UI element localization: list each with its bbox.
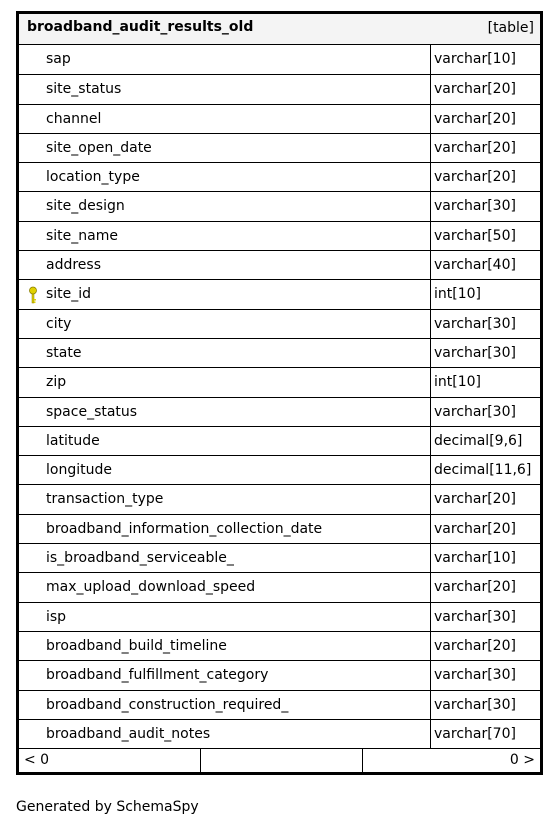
table-type-label: [table] [487,20,534,36]
column-name-cell [19,544,431,572]
column-type-cell [431,310,540,338]
column-type-cell [431,691,540,719]
column-row [19,572,540,601]
column-type-cell [431,339,540,367]
column-type: varchar[30] [434,403,516,420]
column-type-cell [431,222,540,250]
column-name: address [46,257,102,274]
column-type: varchar[20] [434,491,516,508]
column-type: varchar[30] [434,667,516,684]
column-type-cell [431,485,540,513]
column-type: varchar[20] [434,110,516,127]
column-name: zip [46,374,67,391]
column-name: channel [46,110,102,127]
column-type-cell [431,45,540,74]
column-type-cell [431,573,540,601]
column-type-cell [431,75,540,103]
column-row [19,543,540,572]
column-row [19,602,540,631]
column-type: varchar[30] [434,315,516,332]
column-type-cell [431,192,540,220]
column-type: varchar[70] [434,725,516,742]
column-type-cell [431,251,540,279]
column-type: varchar[30] [434,344,516,361]
column-row [19,631,540,660]
column-type: varchar[30] [434,608,516,625]
column-name-cell [19,456,431,484]
column-type-cell [431,544,540,572]
table-name: broadband_audit_results_old [27,19,254,35]
column-name: site_name [46,227,118,244]
column-name: space_status [46,403,138,420]
parents-count-cell [19,749,201,772]
column-name: isp [46,608,67,625]
column-type: varchar[20] [434,579,516,596]
column-row [19,74,540,103]
children-count-cell [363,749,540,772]
column-name: broadband_construction_required_ [46,696,289,713]
column-name-cell [19,134,431,162]
column-row [19,367,540,396]
column-name-cell [19,485,431,513]
column-name: is_broadband_serviceable_ [46,550,234,567]
column-name: site_design [46,198,125,215]
column-name-cell [19,222,431,250]
column-name: state [46,344,82,361]
column-name: city [46,315,72,332]
table-node [16,11,543,775]
column-name: max_upload_download_speed [46,579,256,596]
column-name: broadband_information_collection_date [46,520,323,537]
column-row [19,133,540,162]
column-row [19,455,540,484]
column-type: varchar[10] [434,51,516,67]
column-type: varchar[20] [434,139,516,156]
column-name-cell [19,192,431,220]
column-row [19,660,540,689]
column-row [19,309,540,338]
column-type: int[10] [434,374,481,391]
column-name-cell [19,398,431,426]
column-row [19,191,540,220]
column-type-cell [431,720,540,748]
column-type-cell [431,105,540,133]
column-row [19,162,540,191]
column-type-cell [431,427,540,455]
column-row [19,690,540,719]
children-count: 0 > [509,752,535,769]
column-type-cell [431,163,540,191]
column-type: varchar[50] [434,227,516,244]
column-name-cell [19,427,431,455]
column-name: sap [46,51,71,67]
column-type-cell [431,515,540,543]
column-name: broadband_fulfillment_category [46,667,269,684]
column-type: varchar[40] [434,257,516,274]
column-name-cell [19,515,431,543]
column-name-cell [19,339,431,367]
column-type-cell [431,661,540,689]
column-row [19,279,540,308]
table-header [19,14,540,45]
column-type: int[10] [434,286,481,303]
column-row [19,397,540,426]
column-row [19,45,540,74]
column-name: broadband_build_timeline [46,637,227,654]
column-type: decimal[9,6] [434,432,523,449]
parents-count: < 0 [24,752,50,769]
column-name: site_id [46,286,92,303]
column-type-cell [431,456,540,484]
column-name-cell [19,280,431,308]
column-row [19,104,540,133]
column-row [19,221,540,250]
column-name-cell [19,603,431,631]
column-name-cell [19,163,431,191]
column-name: broadband_audit_notes [46,725,211,742]
column-name-cell [19,105,431,133]
column-name-cell [19,45,431,74]
column-name: location_type [46,169,140,186]
column-name-cell [19,573,431,601]
column-row [19,338,540,367]
column-type: varchar[20] [434,169,516,186]
column-name-cell [19,720,431,748]
column-type-cell [431,368,540,396]
column-type: varchar[30] [434,696,516,713]
column-row [19,719,540,748]
column-type-cell [431,134,540,162]
generated-by-caption: Generated by SchemaSpy [16,799,199,815]
column-name-cell [19,661,431,689]
column-type-cell [431,632,540,660]
column-type: decimal[11,6] [434,462,532,479]
footer-middle-cell [201,749,363,772]
column-list [19,45,540,748]
table-footer [19,748,540,772]
column-name-cell [19,310,431,338]
column-type: varchar[20] [434,520,516,537]
column-row [19,484,540,513]
column-name-cell [19,632,431,660]
column-name-cell [19,368,431,396]
column-name: site_status [46,81,122,98]
column-type-cell [431,603,540,631]
column-type: varchar[20] [434,637,516,654]
column-name-cell [19,691,431,719]
column-row [19,250,540,279]
column-type-cell [431,398,540,426]
column-type: varchar[30] [434,198,516,215]
column-name-cell [19,251,431,279]
column-name-cell [19,75,431,103]
column-name: transaction_type [46,491,164,508]
primary-key-icon [26,286,40,304]
column-row [19,514,540,543]
column-row [19,426,540,455]
column-type-cell [431,280,540,308]
column-type: varchar[10] [434,550,516,567]
column-name: site_open_date [46,139,152,156]
column-name: latitude [46,432,100,449]
column-type: varchar[20] [434,81,516,98]
column-name: longitude [46,462,112,479]
